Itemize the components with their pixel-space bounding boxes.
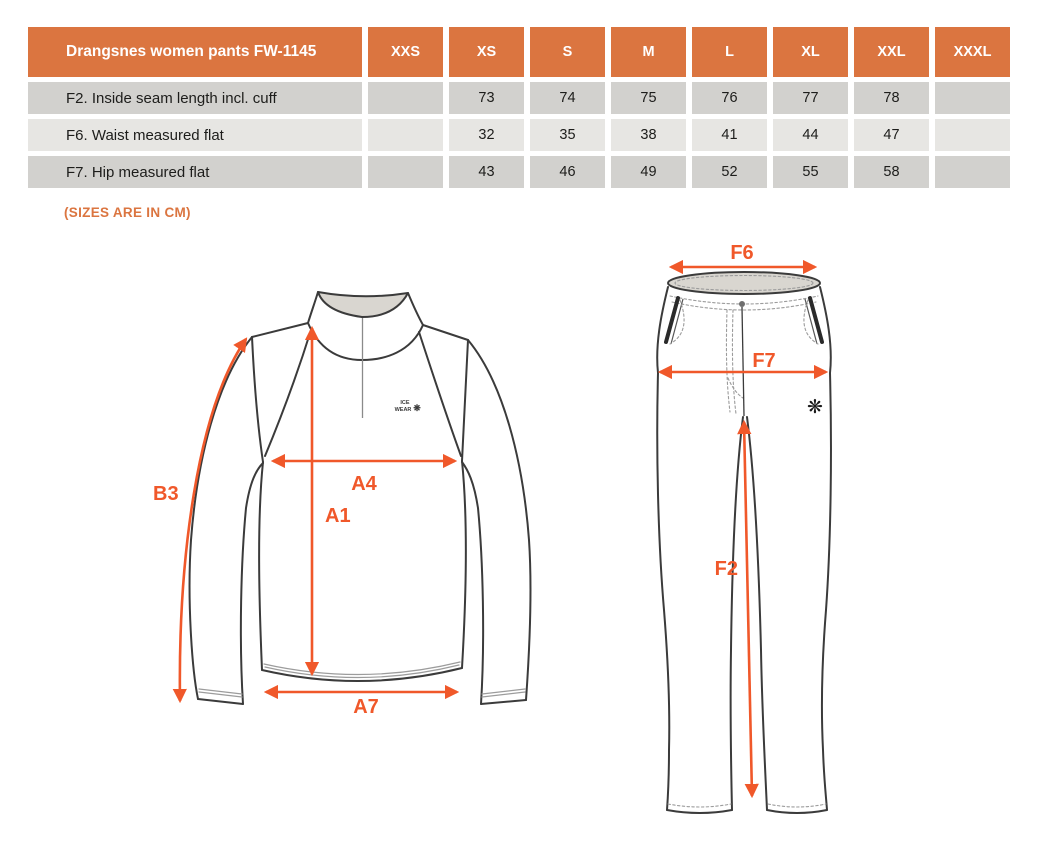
table-title: Drangsnes women pants FW-1145 xyxy=(28,27,362,77)
a1-label: A1 xyxy=(325,505,351,527)
collar-inside xyxy=(318,292,408,317)
size-value-cell xyxy=(368,156,443,188)
pants-diagram xyxy=(630,240,860,840)
f7-label: F7 xyxy=(752,350,776,372)
size-column-header: XXS xyxy=(368,27,443,77)
sleeve-left xyxy=(190,337,263,704)
size-column-header: L xyxy=(692,27,767,77)
f6-label: F6 xyxy=(730,242,754,264)
size-value-cell: 74 xyxy=(530,82,605,114)
a4-label: A4 xyxy=(351,473,377,495)
size-value-cell: 75 xyxy=(611,82,686,114)
size-value-cell: 32 xyxy=(449,119,524,151)
b3-label: B3 xyxy=(153,483,179,505)
size-value-cell: 55 xyxy=(773,156,848,188)
icewear-logo xyxy=(395,400,422,413)
size-column-header: S xyxy=(530,27,605,77)
size-column-header: XXL xyxy=(854,27,929,77)
size-value-cell xyxy=(368,119,443,151)
f2-arrow xyxy=(744,422,752,796)
fly-stitch-line xyxy=(726,310,743,414)
a7-label: A7 xyxy=(353,696,379,718)
size-table xyxy=(28,27,1010,188)
size-column-header: XXXL xyxy=(935,27,1010,77)
size-value-cell: 58 xyxy=(854,156,929,188)
pants-outline xyxy=(657,287,831,813)
size-value-cell: 46 xyxy=(530,156,605,188)
icewear-logo-line1: ICE xyxy=(400,400,410,406)
size-value-cell: 52 xyxy=(692,156,767,188)
center-front-seam xyxy=(742,307,744,416)
size-value-cell: 78 xyxy=(854,82,929,114)
f2-label: F2 xyxy=(714,558,738,580)
row-label: F7. Hip measured flat xyxy=(28,156,362,188)
sizes-unit-note: (SIZES ARE IN CM) xyxy=(64,205,191,220)
row-label: F2. Inside seam length incl. cuff xyxy=(28,82,362,114)
sleeve-right xyxy=(462,340,531,704)
size-value-cell: 49 xyxy=(611,156,686,188)
size-value-cell: 35 xyxy=(530,119,605,151)
size-value-cell xyxy=(368,82,443,114)
row-label: F6. Waist measured flat xyxy=(28,119,362,151)
size-column-header: M xyxy=(611,27,686,77)
pocket-right xyxy=(804,298,822,344)
icewear-logo-snowflake-icon: ❋ xyxy=(413,403,421,413)
size-value-cell: 76 xyxy=(692,82,767,114)
pocket-left xyxy=(666,298,684,344)
size-value-cell: 77 xyxy=(773,82,848,114)
size-value-cell: 44 xyxy=(773,119,848,151)
icewear-logo-line2: WEAR xyxy=(394,407,412,413)
size-value-cell xyxy=(935,82,1010,114)
size-value-cell: 41 xyxy=(692,119,767,151)
b3-arrow xyxy=(180,339,246,701)
size-value-cell: 38 xyxy=(611,119,686,151)
size-value-cell: 43 xyxy=(449,156,524,188)
waist-button xyxy=(739,301,745,307)
size-value-cell xyxy=(935,119,1010,151)
sweater-diagram xyxy=(145,260,575,730)
size-value-cell: 73 xyxy=(449,82,524,114)
seam-lines xyxy=(252,323,468,462)
snowflake-logo: ❋ xyxy=(807,397,823,418)
size-value-cell xyxy=(935,156,1010,188)
size-column-header: XS xyxy=(449,27,524,77)
size-value-cell: 47 xyxy=(854,119,929,151)
size-column-header: XL xyxy=(773,27,848,77)
